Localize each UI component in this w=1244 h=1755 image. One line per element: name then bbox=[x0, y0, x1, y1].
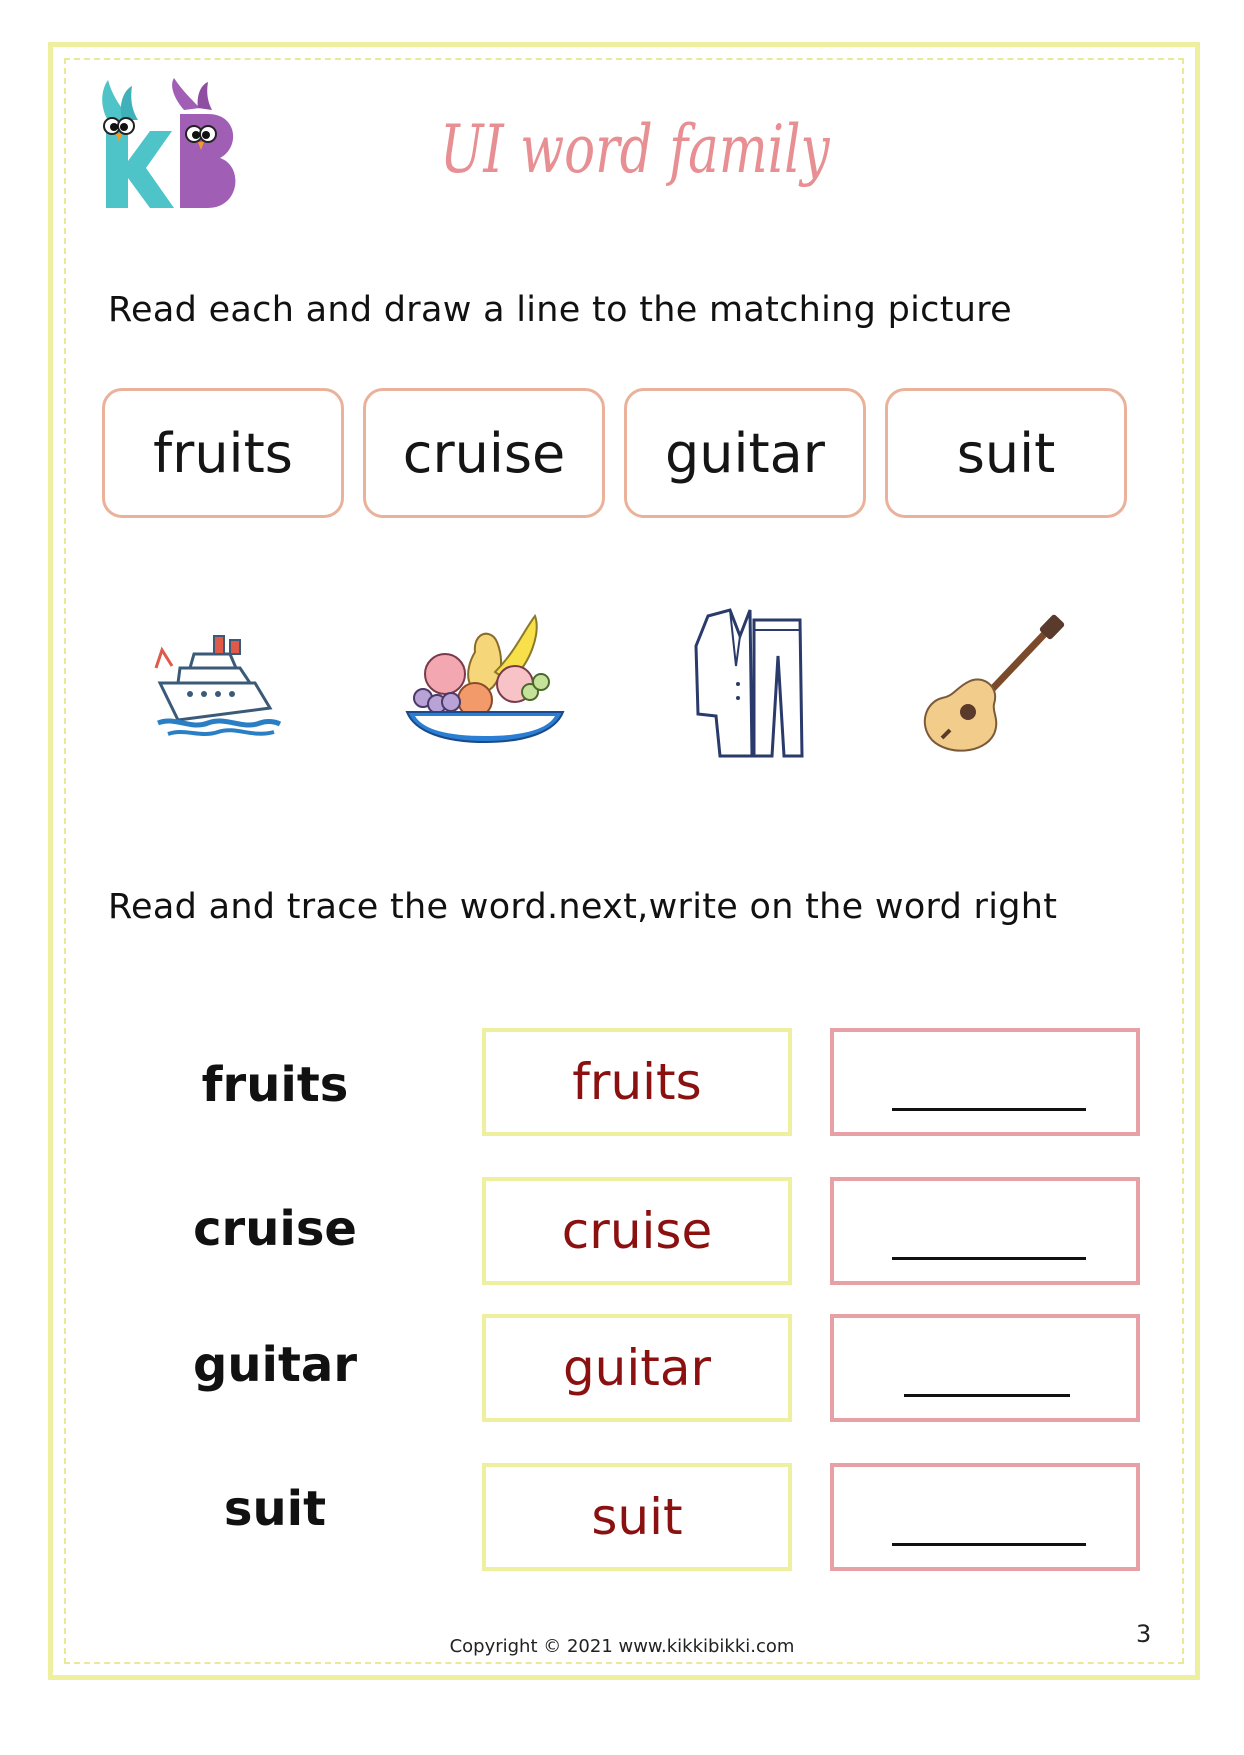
trace-row-label-fruits: fruits bbox=[201, 1057, 349, 1113]
page-number: 3 bbox=[1136, 1620, 1152, 1648]
trace-instruction: Read and trace the word.next,write on the word right bbox=[108, 887, 1058, 927]
guitar-picture[interactable] bbox=[920, 612, 1070, 757]
write-box-guitar[interactable] bbox=[830, 1314, 1140, 1422]
page-title: UI word family bbox=[440, 111, 830, 188]
trace-row-label-cruise: cruise bbox=[193, 1201, 357, 1257]
suit-picture[interactable] bbox=[690, 606, 810, 758]
matching-instruction: Read each and draw a line to the matching picture bbox=[108, 290, 1012, 330]
match-word-fruits[interactable]: fruits bbox=[102, 388, 344, 518]
trace-row-label-guitar: guitar bbox=[193, 1337, 357, 1393]
trace-row-label-suit: suit bbox=[223, 1481, 327, 1537]
write-box-suit[interactable] bbox=[830, 1463, 1140, 1571]
write-line bbox=[892, 1108, 1086, 1111]
cruise-ship-picture[interactable] bbox=[150, 628, 285, 743]
match-word-guitar[interactable]: guitar bbox=[624, 388, 866, 518]
trace-box-fruits[interactable]: fruits bbox=[482, 1028, 792, 1136]
kb-logo bbox=[88, 76, 248, 211]
fruit-bowl-picture[interactable] bbox=[405, 612, 565, 747]
trace-box-guitar[interactable]: guitar bbox=[482, 1314, 792, 1422]
write-line bbox=[892, 1257, 1086, 1260]
write-box-fruits[interactable] bbox=[830, 1028, 1140, 1136]
copyright-footer: Copyright © 2021 www.kikkibikki.com bbox=[449, 1636, 795, 1657]
match-word-suit[interactable]: suit bbox=[885, 388, 1127, 518]
write-line bbox=[904, 1394, 1070, 1397]
trace-box-suit[interactable]: suit bbox=[482, 1463, 792, 1571]
match-word-cruise[interactable]: cruise bbox=[363, 388, 605, 518]
write-line bbox=[892, 1543, 1086, 1546]
write-box-cruise[interactable] bbox=[830, 1177, 1140, 1285]
trace-box-cruise[interactable]: cruise bbox=[482, 1177, 792, 1285]
